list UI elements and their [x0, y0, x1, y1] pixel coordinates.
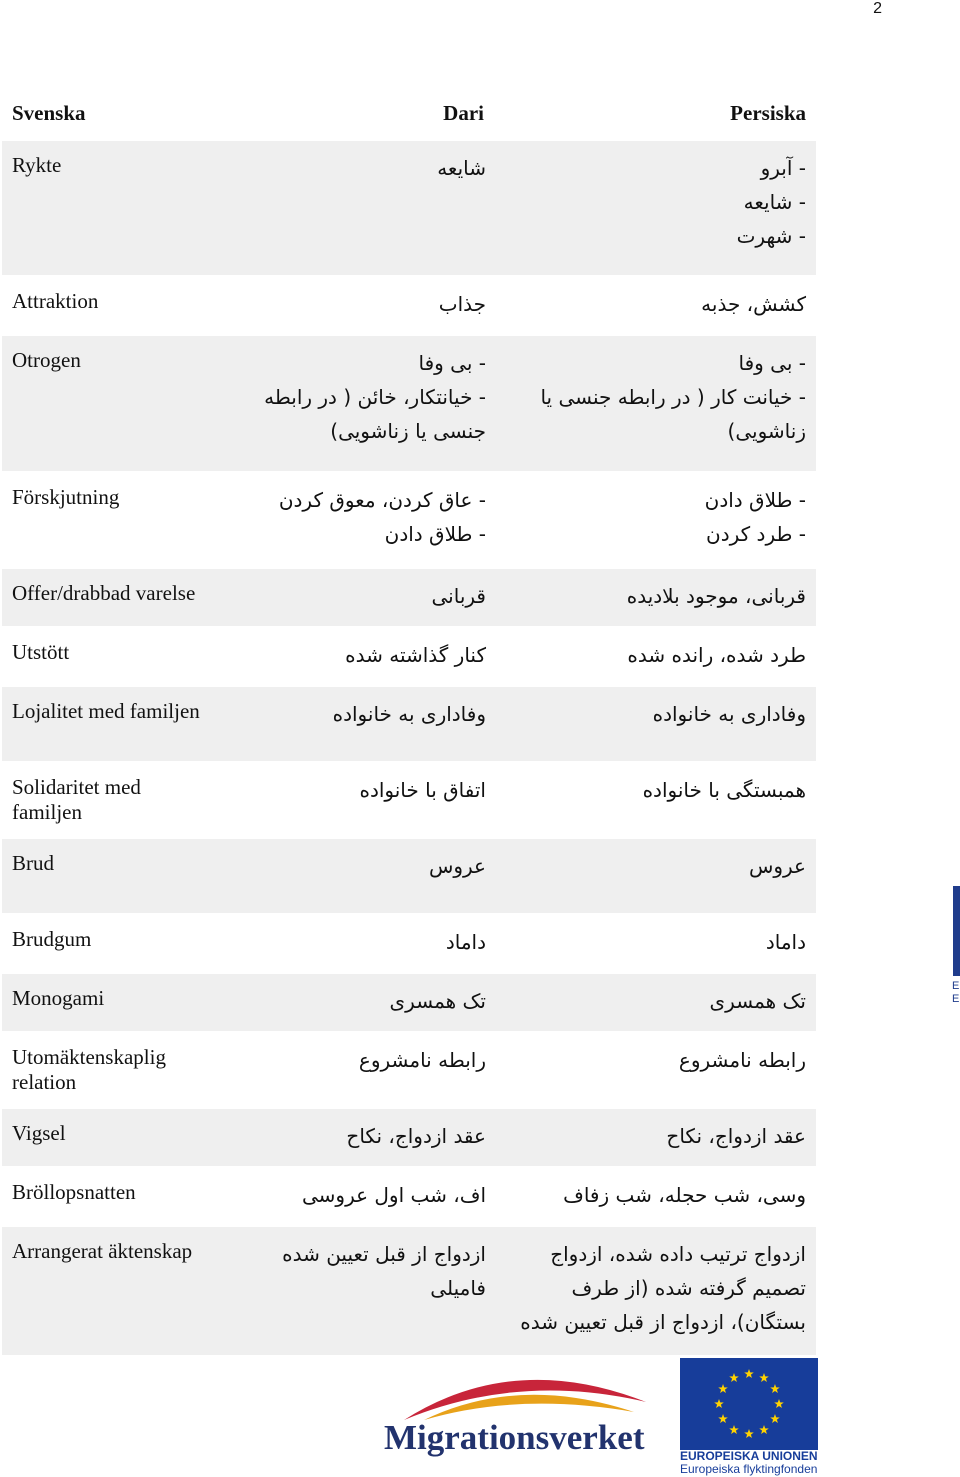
term-svenska: Rykte [12, 153, 62, 177]
term-persiska-line: زناشویی) [727, 419, 806, 443]
term-persiska-line: وسی، شب حجله، شب زفاف [563, 1183, 806, 1207]
header-svenska: Svenska [12, 101, 86, 125]
term-dari [186, 346, 486, 448]
term-persiska [506, 287, 806, 321]
table-row [2, 915, 816, 974]
table-row [2, 1227, 816, 1357]
term-dari-line: داماد [445, 930, 486, 954]
table-row [2, 336, 816, 473]
term-dari-line: اتفاق با خانواده [359, 778, 486, 802]
term-persiska [506, 773, 806, 807]
term-persiska [506, 638, 806, 672]
eu-star-icon [729, 1373, 739, 1382]
term-persiska-line: داماد [765, 930, 806, 954]
term-persiska [506, 483, 806, 551]
edge-text: E E [952, 980, 960, 1005]
eu-star-icon [770, 1414, 780, 1423]
term-dari [186, 1043, 486, 1077]
term-persiska-line: ازدواج ترتیب داده شده، ازدواج [550, 1242, 806, 1266]
table-row [2, 1109, 816, 1168]
term-dari-line: عقد ازدواج، نکاح [346, 1124, 486, 1148]
term-persiska-line: وفاداری به خانواده [652, 702, 806, 726]
term-persiska-line: - آبرو [760, 156, 806, 180]
term-dari-line: کنار گذاشته شده [345, 643, 486, 667]
term-persiska-line: همبستگی با خانواده [642, 778, 806, 802]
eu-star-icon [774, 1399, 784, 1408]
glossary-table [2, 141, 816, 1357]
term-persiska-line: عروس [748, 854, 806, 878]
term-persiska [506, 984, 806, 1018]
term-dari-line: - خیانتکار، خائن ( در رابطه [264, 385, 486, 409]
term-dari-line: - بی وفا [418, 351, 486, 375]
term-svenska: Attraktion [12, 289, 99, 313]
term-dari-line: وفاداری به خانواده [332, 702, 486, 726]
term-persiska-line: - طرد کردن [706, 522, 806, 546]
term-persiska-line: رابطه نامشروع [678, 1048, 806, 1072]
term-svenska: Utomäktenskaplig relation [12, 1045, 166, 1094]
term-dari [186, 697, 486, 731]
term-persiska-line: - شایعه [743, 190, 806, 214]
eu-star-icon [714, 1399, 724, 1408]
term-persiska-line: تک همسری [709, 989, 806, 1013]
page-number: 2 [873, 0, 882, 17]
term-dari-line: - طلاق دادن [384, 522, 486, 546]
term-persiska-line: طرد شده، رانده شده [627, 643, 806, 667]
term-dari [186, 287, 486, 321]
table-row [2, 141, 816, 277]
table-row [2, 473, 816, 569]
term-persiska-line: - بی وفا [738, 351, 806, 375]
term-persiska-line: عقد ازدواج، نکاح [666, 1124, 806, 1148]
term-persiska-line: تصمیم گرفته شده (از طرف [571, 1276, 806, 1300]
term-dari-line: جذاب [438, 292, 486, 316]
eu-star-icon [759, 1425, 769, 1434]
term-persiska [506, 579, 806, 613]
table-row [2, 569, 816, 628]
table-row [2, 1168, 816, 1227]
term-dari-line: - عاق کردن، معوق کردن [278, 488, 486, 512]
term-persiska-line: بستگان)، ازدواج از قبل تعیین شده [520, 1310, 806, 1334]
term-persiska-line: - شهرت [736, 224, 806, 248]
term-svenska: Offer/drabbad varelse [12, 581, 196, 605]
term-svenska: Bröllopsnatten [12, 1180, 136, 1204]
term-dari [186, 925, 486, 959]
eu-logo-line2: Europeiska flyktingfonden [680, 1462, 818, 1476]
eu-flag-icon [680, 1358, 818, 1450]
table-row [2, 628, 816, 687]
term-dari [186, 984, 486, 1018]
term-dari [186, 638, 486, 672]
term-persiska [506, 151, 806, 253]
term-dari-line: ازدواج از قبل تعیین شده [282, 1242, 486, 1266]
header-dari: Dari [443, 101, 484, 125]
term-dari-line: جنسی یا زناشویی) [330, 419, 486, 443]
term-dari-line: اف، شب اول عروسی [301, 1183, 486, 1207]
term-persiska-line: - خیانت کار ( در رابطه جنسی یا [540, 385, 806, 409]
term-persiska [506, 346, 806, 448]
term-persiska [506, 849, 806, 883]
migrationsverket-wordmark: Migrationsverket [384, 1418, 645, 1457]
term-svenska: Lojalitet med familjen [12, 699, 200, 723]
term-svenska: Brud [12, 851, 54, 875]
term-svenska: Utstött [12, 640, 70, 664]
table-row [2, 687, 816, 763]
eu-star-icon [744, 1369, 754, 1378]
eu-stars-icon [680, 1358, 818, 1450]
term-dari [186, 773, 486, 807]
term-svenska: Solidaritet med familjen [12, 775, 141, 824]
term-dari-line: قربانی [431, 584, 486, 608]
term-svenska: Monogami [12, 986, 105, 1010]
term-persiska-line: قربانی، موجود بلادیده [626, 584, 806, 608]
migrationsverket-logo [384, 1362, 656, 1462]
term-dari-line: فامیلی [430, 1276, 486, 1300]
eu-star-icon [770, 1384, 780, 1393]
edge-bar [953, 886, 960, 976]
eu-star-icon [744, 1429, 754, 1438]
term-persiska [506, 1178, 806, 1212]
table-row [2, 1033, 816, 1109]
term-persiska [506, 925, 806, 959]
header-persiska: Persiska [730, 101, 806, 125]
term-persiska-line: - طلاق دادن [704, 488, 806, 512]
term-svenska: Brudgum [12, 927, 92, 951]
eu-logo [680, 1358, 820, 1476]
eu-star-icon [759, 1373, 769, 1382]
table-row [2, 763, 816, 839]
eu-logo-line1: EUROPEISKA UNIONEN [680, 1449, 818, 1463]
table-row [2, 277, 816, 336]
term-dari [186, 1178, 486, 1212]
term-persiska [506, 1043, 806, 1077]
term-dari-line: رابطه نامشروع [358, 1048, 486, 1072]
term-dari-line: شایعه [437, 156, 486, 180]
term-dari [186, 1237, 486, 1305]
term-persiska-line: کشش، جذبه [701, 292, 806, 316]
term-persiska [506, 1237, 806, 1339]
term-dari-line: عروس [428, 854, 486, 878]
eu-star-icon [729, 1425, 739, 1434]
table-row [2, 839, 816, 915]
eu-star-icon [718, 1384, 728, 1393]
term-dari [186, 579, 486, 613]
term-dari [186, 151, 486, 185]
table-header [0, 101, 816, 141]
term-svenska: Förskjutning [12, 485, 120, 509]
term-persiska [506, 1119, 806, 1153]
eu-star-icon [718, 1414, 728, 1423]
term-dari [186, 1119, 486, 1153]
table-row [2, 974, 816, 1033]
term-dari [186, 849, 486, 883]
term-dari [186, 483, 486, 551]
term-persiska [506, 697, 806, 731]
migrationsverket-arc-icon [384, 1362, 656, 1422]
term-svenska: Otrogen [12, 348, 81, 372]
term-svenska: Vigsel [12, 1121, 66, 1145]
term-svenska: Arrangerat äktenskap [12, 1239, 193, 1263]
term-dari-line: تک همسری [389, 989, 486, 1013]
